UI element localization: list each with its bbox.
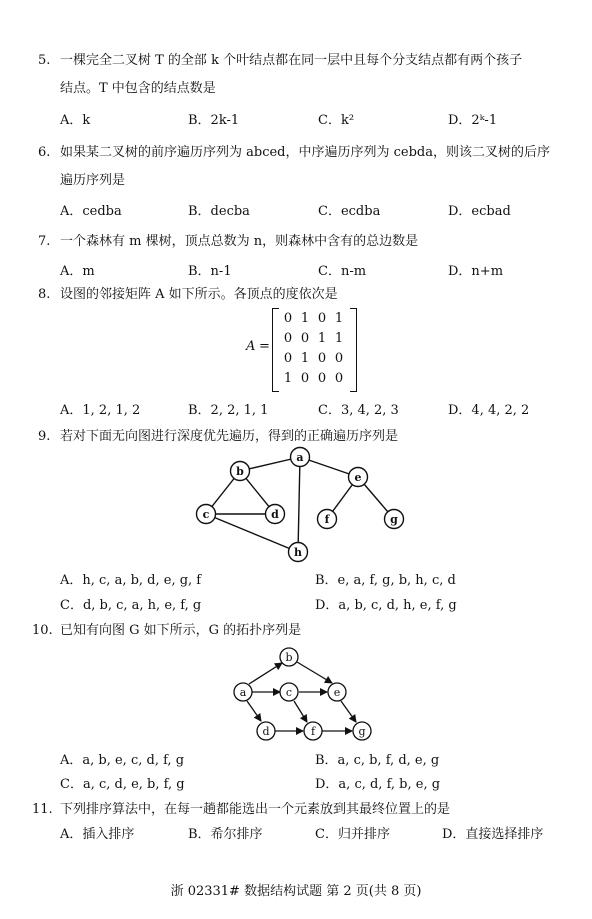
q5-option-a: A．k [60, 113, 91, 128]
graph-node-label: g [358, 725, 366, 738]
graph-node-label: f [310, 725, 316, 738]
graph-node-label: b [236, 465, 244, 478]
q8-option-a: A．1, 2, 1, 2 [60, 403, 141, 418]
matrix-cell: 0 [317, 351, 327, 366]
q10-option-d: D．a, c, d, f, b, e, g [315, 777, 441, 792]
q8-number: 8. [38, 287, 51, 302]
matrix-cell: 0 [334, 371, 344, 386]
q6-option-c: C．ecdba [318, 204, 381, 219]
matrix-right-bracket [350, 308, 357, 392]
matrix-cell: 0 [334, 351, 344, 366]
matrix-cell: 0 [300, 331, 310, 346]
graph-node-label: e [354, 471, 362, 484]
q10-text: 已知有向图 G 如下所示，G 的拓扑序列是 [60, 623, 302, 638]
graph-node-label: c [285, 686, 293, 699]
q7-number: 7. [38, 234, 51, 249]
q8-option-c: C．3, 4, 2, 3 [318, 403, 399, 418]
q6-number: 6. [38, 145, 51, 160]
q9-text: 若对下面无向图进行深度优先遍历，得到的正确遍历序列是 [60, 429, 399, 444]
q10-option-b: B．a, c, b, f, d, e, g [315, 753, 440, 768]
graph-node-label: d [271, 508, 279, 521]
graph-node-label: h [294, 546, 302, 559]
matrix-cell: 1 [283, 371, 293, 386]
matrix-cell: 1 [300, 351, 310, 366]
q7-option-d: D．n+m [448, 264, 504, 279]
directed-graph [225, 642, 385, 748]
matrix-cell: 0 [300, 371, 310, 386]
q6-option-d: D．ecbad [448, 204, 511, 219]
q6-text-line1: 如果某二叉树的前序遍历序列为 abced，中序遍历序列为 cebda，则该二叉树的后序 [60, 145, 551, 160]
q11-number: 11. [32, 802, 53, 817]
q6-option-a: A．cedba [60, 204, 122, 219]
q11-option-c: C．归并排序 [315, 827, 390, 842]
q8-text: 设图的邻接矩阵 A 如下所示。各顶点的度依次是 [60, 287, 338, 302]
q10-option-c: C．a, c, d, e, b, f, g [60, 777, 185, 792]
matrix-cell: 0 [283, 311, 293, 326]
q5-number: 5. [38, 53, 51, 68]
q9-option-c: C．d, b, c, a, h, e, f, g [60, 598, 202, 613]
q9-number: 9. [38, 429, 51, 444]
graph-node-label: a [239, 686, 247, 699]
graph-node-label: g [390, 513, 398, 526]
graph-node-label: c [202, 508, 210, 521]
q9-option-b: B．e, a, f, g, b, h, c, d [315, 573, 456, 588]
matrix-equals: = [259, 339, 270, 354]
q8-option-d: D．4, 4, 2, 2 [448, 403, 530, 418]
graph-node-label: f [324, 513, 330, 526]
page-footer: 浙 02331# 数据结构试题 第 2 页(共 8 页) [170, 884, 422, 899]
q7-text: 一个森林有 m 棵树，顶点总数为 n，则森林中含有的总边数是 [60, 234, 419, 249]
graph-node-label: d [262, 725, 270, 738]
q5-option-b: B．2k-1 [188, 113, 240, 128]
q5-text-line2: 结点。T 中包含的结点数是 [60, 81, 216, 96]
matrix-cell: 1 [317, 331, 327, 346]
adjacency-matrix [246, 306, 366, 394]
q11-text: 下列排序算法中，在每一趟都能选出一个元素放到其最终位置上的是 [60, 802, 451, 817]
matrix-cell: 1 [334, 311, 344, 326]
q11-option-d: D．直接选择排序 [442, 827, 544, 842]
q10-option-a: A．a, b, e, c, d, f, g [60, 753, 185, 768]
q5-option-d: D．2ᵏ-1 [448, 113, 498, 128]
q11-option-b: B．希尔排序 [188, 827, 263, 842]
q9-option-d: D．a, b, c, d, h, e, f, g [315, 598, 457, 613]
matrix-cell: 0 [283, 331, 293, 346]
q5-text-line1: 一棵完全二叉树 T 的全部 k 个叶结点都在同一层中且每个分支结点都有两个孩子 [60, 53, 523, 68]
q10-number: 10. [32, 623, 53, 638]
matrix-name: A [246, 339, 256, 354]
q6-text-line2: 遍历序列是 [60, 173, 126, 188]
graph-node-label: a [296, 451, 304, 464]
matrix-cell: 0 [317, 311, 327, 326]
q6-option-b: B．decba [188, 204, 250, 219]
q9-option-a: A．h, c, a, b, d, e, g, f [60, 573, 202, 588]
q8-option-b: B．2, 2, 1, 1 [188, 403, 269, 418]
matrix-cell: 1 [300, 311, 310, 326]
graph-node-label: b [285, 651, 293, 664]
q5-option-c: C．k² [318, 113, 355, 128]
matrix-cell: 1 [334, 331, 344, 346]
matrix-left-bracket [272, 308, 279, 392]
matrix-cell: 0 [317, 371, 327, 386]
q7-option-c: C．n-m [318, 264, 367, 279]
q7-option-b: B．n-1 [188, 264, 232, 279]
graph-node-label: e [333, 686, 341, 699]
undirected-graph [180, 440, 430, 570]
q11-option-a: A．插入排序 [60, 827, 135, 842]
matrix-cell: 0 [283, 351, 293, 366]
q7-option-a: A．m [60, 264, 95, 279]
